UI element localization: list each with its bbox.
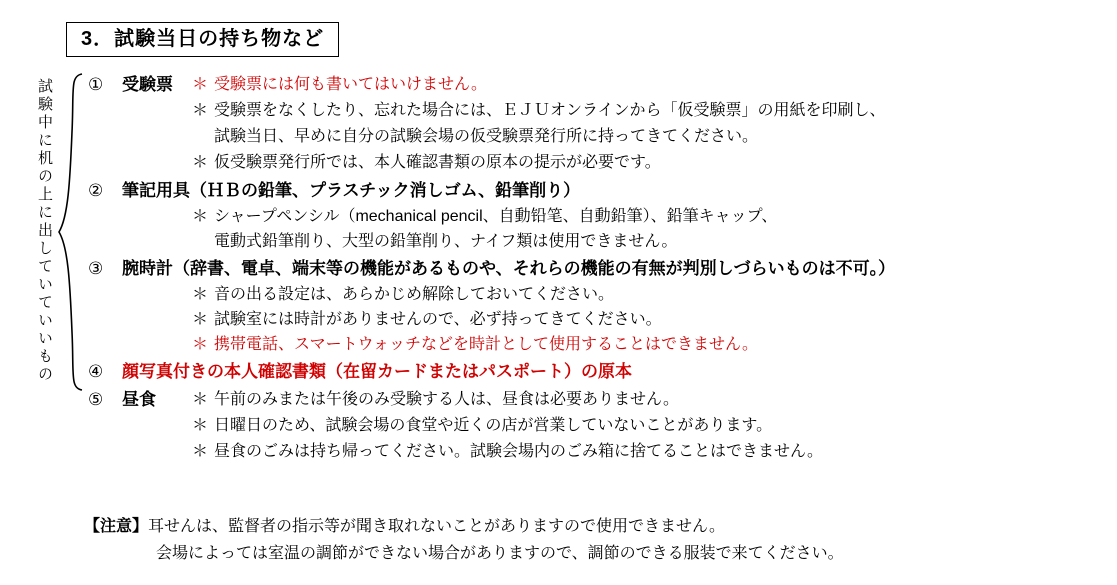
- bullet-line: [192, 413, 1098, 439]
- item-number: ④: [88, 362, 104, 381]
- bullet-text: 受験票には何も書いてはいけません。: [214, 76, 487, 93]
- list-item: [88, 387, 1098, 465]
- bullet-text: [214, 204, 1098, 254]
- section-heading: 3．試験当日の持ち物など: [66, 22, 339, 57]
- item-title: 昼食: [122, 390, 156, 409]
- bullet-text: 日曜日のため、試験会場の食堂や近くの店が営業していないことがあります。: [214, 417, 773, 434]
- bullet-text: 午前のみまたは午後のみ受験する人は、昼食は必要ありません。: [214, 391, 679, 408]
- bullet-star: ＊: [192, 102, 209, 119]
- item-title: 腕時計（辞書、電卓、端末等の機能があるものや、それらの機能の有無が判別しづらいものは不可。）: [122, 259, 896, 278]
- bullet-text-main: シャープペンシル（mechanical pencil、自動铅笔、自動鉛筆）、鉛筆キャップ、: [214, 208, 778, 225]
- bullet-line: [192, 387, 1098, 413]
- notice-block: [84, 513, 1094, 567]
- notice-label: 【注意】: [84, 518, 149, 535]
- bullet-star: ＊: [192, 286, 209, 303]
- list-item: [88, 256, 1098, 357]
- item-title: 顔写真付きの本人確認書類（在留カードまたはパスポート）の原本: [122, 362, 632, 381]
- bullet-line: [192, 72, 1098, 98]
- bullet-star: ＊: [192, 154, 209, 171]
- bullet-star: ＊: [192, 76, 209, 93]
- list-item: [88, 72, 1098, 176]
- bullet-line: [192, 307, 1098, 332]
- item-number: ②: [88, 181, 104, 200]
- bullet-star: ＊: [192, 336, 209, 353]
- item-bullets: [192, 282, 1098, 357]
- bullet-text-main: 受験票をなくしたり、忘れた場合には、ＥＪＵオンラインから「仮受験票」の用紙を印刷し、: [214, 102, 886, 119]
- bullet-text-cont: 試験当日、早めに自分の試験会場の仮受験票発行所に持ってきてください。: [214, 128, 759, 145]
- bullet-text: 仮受験票発行所では、本人確認書類の原本の提示が必要です。: [214, 154, 661, 171]
- list-item: [88, 178, 1098, 254]
- notice-text-1: 耳せんは、監督者の指示等が聞き取れないことがありますので使用できません。: [148, 518, 725, 535]
- vertical-side-label: 試験中に机の上に出していていいもの: [36, 78, 53, 384]
- item-bullets: [192, 387, 1098, 465]
- items-list: [88, 72, 1098, 467]
- bullet-line: [192, 439, 1098, 465]
- bullet-star: ＊: [192, 391, 209, 408]
- item-number: ③: [88, 259, 104, 278]
- bullet-line: [192, 204, 1098, 254]
- bullet-star: ＊: [192, 208, 209, 225]
- item-number: ⑤: [88, 390, 104, 409]
- bullet-text: 試験室には時計がありませんので、必ず持ってきてください。: [214, 311, 662, 328]
- item-bullets: [192, 72, 1098, 176]
- item-number: ①: [88, 75, 104, 94]
- item-bullets: [192, 204, 1098, 254]
- notice-line-1: [84, 513, 1094, 540]
- bullet-line: [192, 282, 1098, 307]
- bullet-line: [192, 98, 1098, 150]
- bullet-line: [192, 150, 1098, 176]
- bullet-text: 音の出る設定は、あらかじめ解除しておいてください。: [214, 286, 615, 303]
- item-title: 受験票: [122, 75, 173, 94]
- bullet-text: 昼食のごみは持ち帰ってください。試験会場内のごみ箱に捨てることはできません。: [214, 443, 823, 460]
- bullet-text: [214, 98, 1098, 150]
- list-item: [88, 359, 1098, 385]
- item-title: 筆記用具（ＨＢの鉛筆、プラスチック消しゴム、鉛筆削り）: [122, 181, 581, 200]
- notice-line-2: 会場によっては室温の調節ができない場合がありますので、調節のできる服装で来てください。: [156, 545, 844, 562]
- bullet-star: ＊: [192, 311, 209, 328]
- bullet-star: ＊: [192, 443, 209, 460]
- bullet-text: 携帯電話、スマートウォッチなどを時計として使用することはできません。: [214, 336, 759, 353]
- curly-brace-decoration: [56, 72, 86, 392]
- bullet-line: [192, 332, 1098, 357]
- bullet-star: ＊: [192, 417, 209, 434]
- bullet-text-cont: 電動式鉛筆削り、大型の鉛筆削り、ナイフ類は使用できません。: [214, 233, 678, 250]
